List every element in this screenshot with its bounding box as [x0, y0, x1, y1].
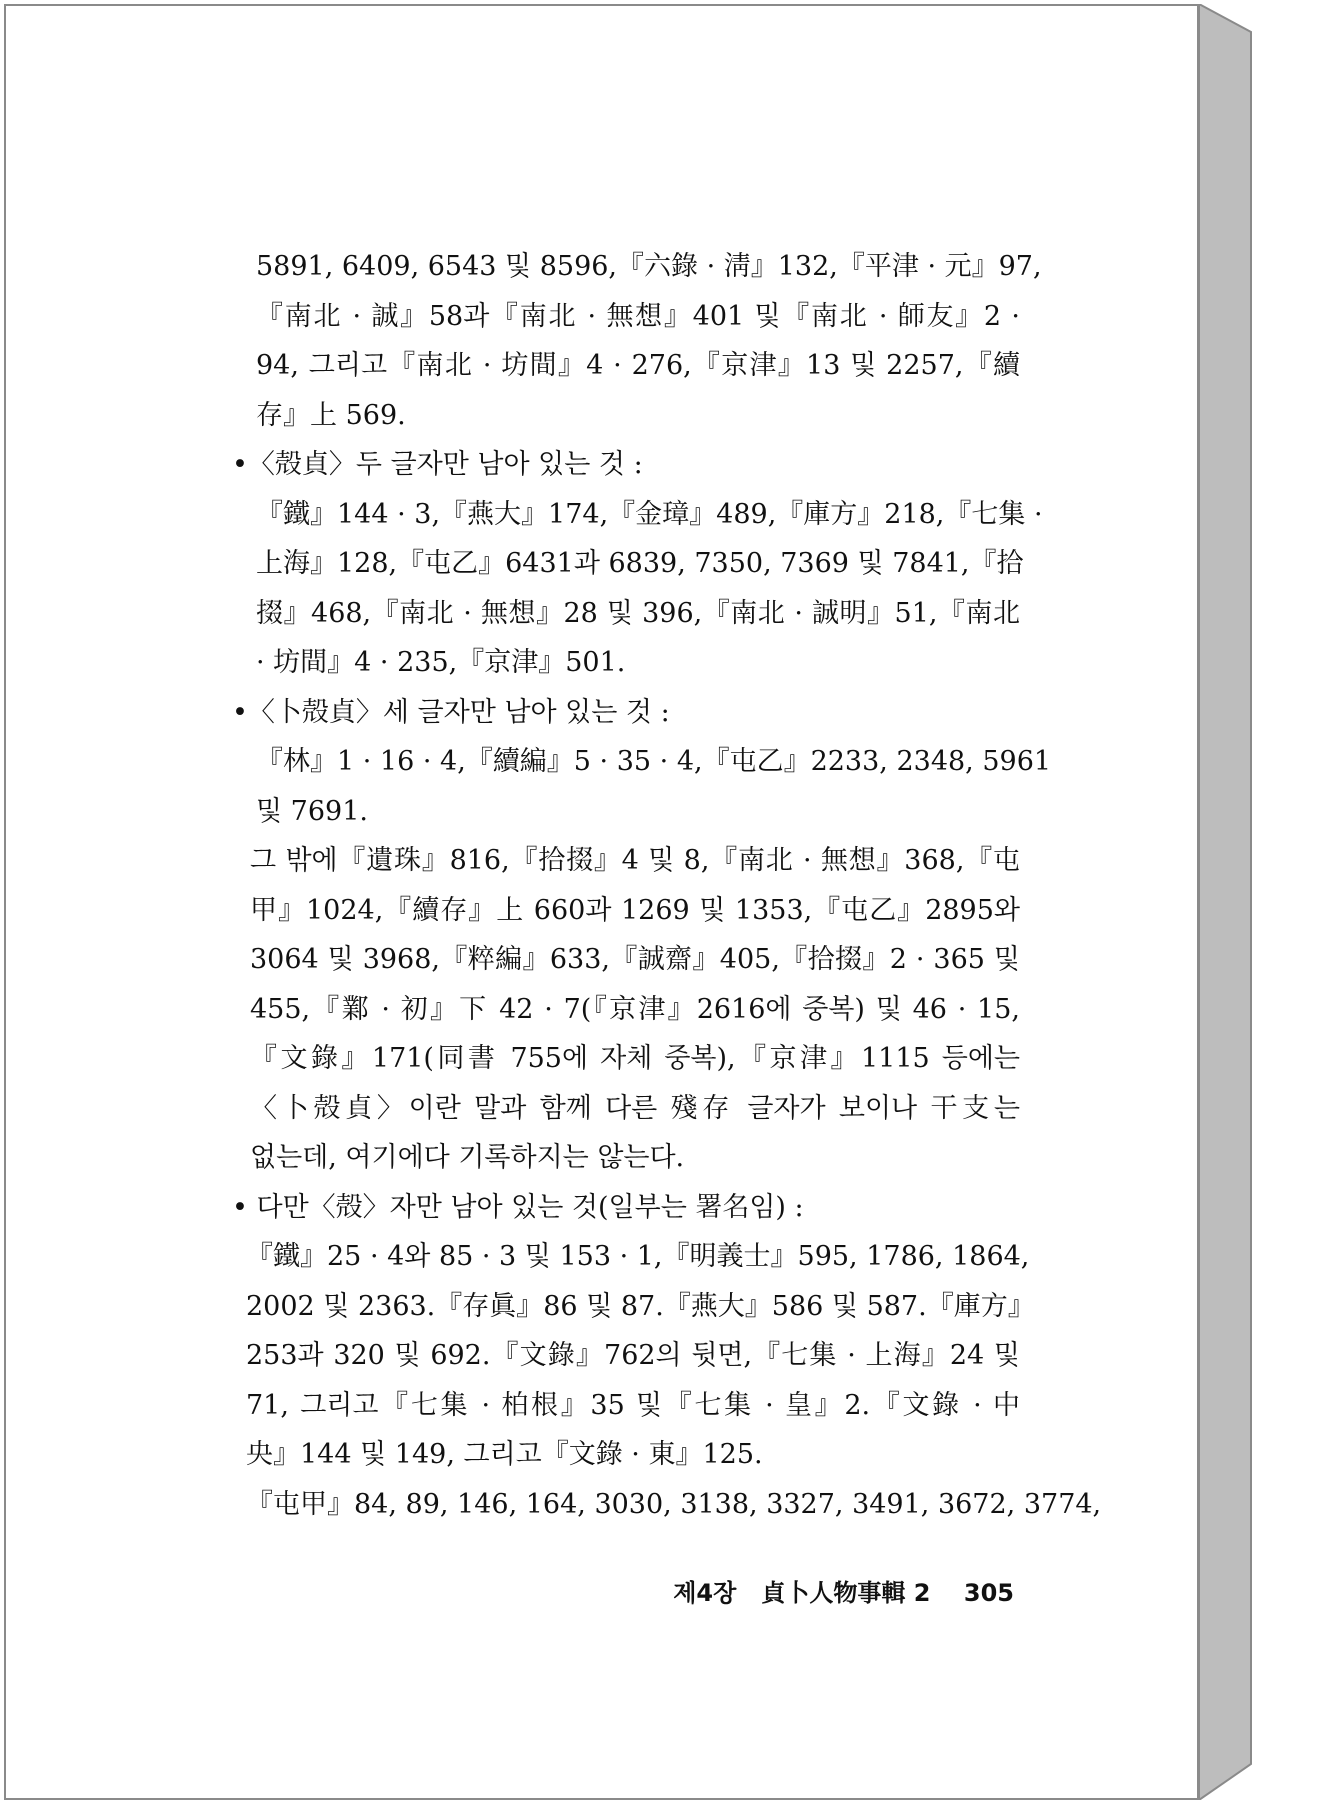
page-body	[232, 242, 1102, 1529]
text-line: 『林』1 · 16 · 4,『續編』5 · 35 · 4,『屯乙』2233, 2348, 5961	[256, 746, 1052, 777]
text-line: 94, 그리고『南北 · 坊間』4 · 276,『京津』13 및 2257,『續	[256, 350, 1020, 381]
text-line: 455,『鄴 · 初』下 42 · 7(『京津』2616에 중복) 및 46 · 15,	[250, 993, 1020, 1025]
page-number: 305	[963, 1579, 1014, 1607]
text-line: 『鐵』144 · 3,『燕大』174,『金璋』489,『庫方』218,『七集 ·	[256, 498, 1043, 530]
text-line: 및 7691.	[256, 795, 368, 827]
text-line: 그 밖에『遺珠』816,『拾掇』4 및 8,『南北 · 無想』368,『屯	[250, 845, 1020, 876]
text-line: 掇』468,『南北 · 無想』28 및 396,『南北 · 誠明』51,『南北	[256, 597, 1020, 629]
text-line: 〈卜殻貞〉이란 말과 함께 다른 殘存 글자가 보이나 干支는	[250, 1092, 1020, 1124]
text-line: 上海』128,『屯乙』6431과 6839, 7350, 7369 및 7841,『拾	[256, 548, 1024, 579]
text-line: 『屯甲』84, 89, 146, 164, 3030, 3138, 3327, 3491, 3672, 3774,	[246, 1488, 1102, 1520]
text-line: 甲』1024,『續存』上 660과 1269 및 1353,『屯乙』2895와	[250, 894, 1020, 926]
text-line: 없는데, 여기에다 기록하지는 않는다.	[250, 1142, 685, 1173]
footer-chapter: 제4장	[673, 1579, 737, 1607]
text-line: 存』上 569.	[256, 399, 406, 431]
text-line: 71, 그리고『七集 · 柏根』35 및『七集 · 皇』2.『文錄 · 中	[246, 1389, 1020, 1421]
footer-title: 貞卜人物事輯 2	[761, 1579, 931, 1607]
text-line: 253과 320 및 692.『文錄』762의 뒷면,『七集 · 上海』24 및	[246, 1340, 1020, 1371]
bullet-heading: •〈殻貞〉두 글자만 남아 있는 것 :	[232, 449, 643, 480]
text-line: · 坊間』4 · 235,『京津』501.	[256, 647, 626, 678]
text-line: 3064 및 3968,『粹編』633,『誠齋』405,『拾掇』2 · 365 및	[250, 944, 1020, 975]
running-footer	[673, 1573, 1014, 1608]
text-line: 『南北 · 誠』58과『南北 · 無想』401 및『南北 · 師友』2 ·	[256, 300, 1020, 332]
text-line: 『文錄』171(同書 755에 자체 중복),『京津』1115 등에는	[250, 1043, 1020, 1074]
text-line: 『鐵』25 · 4와 85 · 3 및 153 · 1,『明義士』595, 1786, 1864,	[246, 1241, 1030, 1272]
text-line: 2002 및 2363.『存眞』86 및 87.『燕大』586 및 587.『庫方』	[246, 1290, 1035, 1322]
bullet-heading: • 다만〈殻〉자만 남아 있는 것(일부는 署名임) :	[232, 1191, 804, 1223]
text-line: 5891, 6409, 6543 및 8596,『六錄 · 淸』132,『平津 · 元』97,	[256, 251, 1042, 282]
text-line: 央』144 및 149, 그리고『文錄 · 東』125.	[246, 1439, 763, 1470]
bullet-heading: •〈卜殻貞〉세 글자만 남아 있는 것 :	[232, 696, 670, 728]
page-stack-edge	[1199, 4, 1259, 1800]
